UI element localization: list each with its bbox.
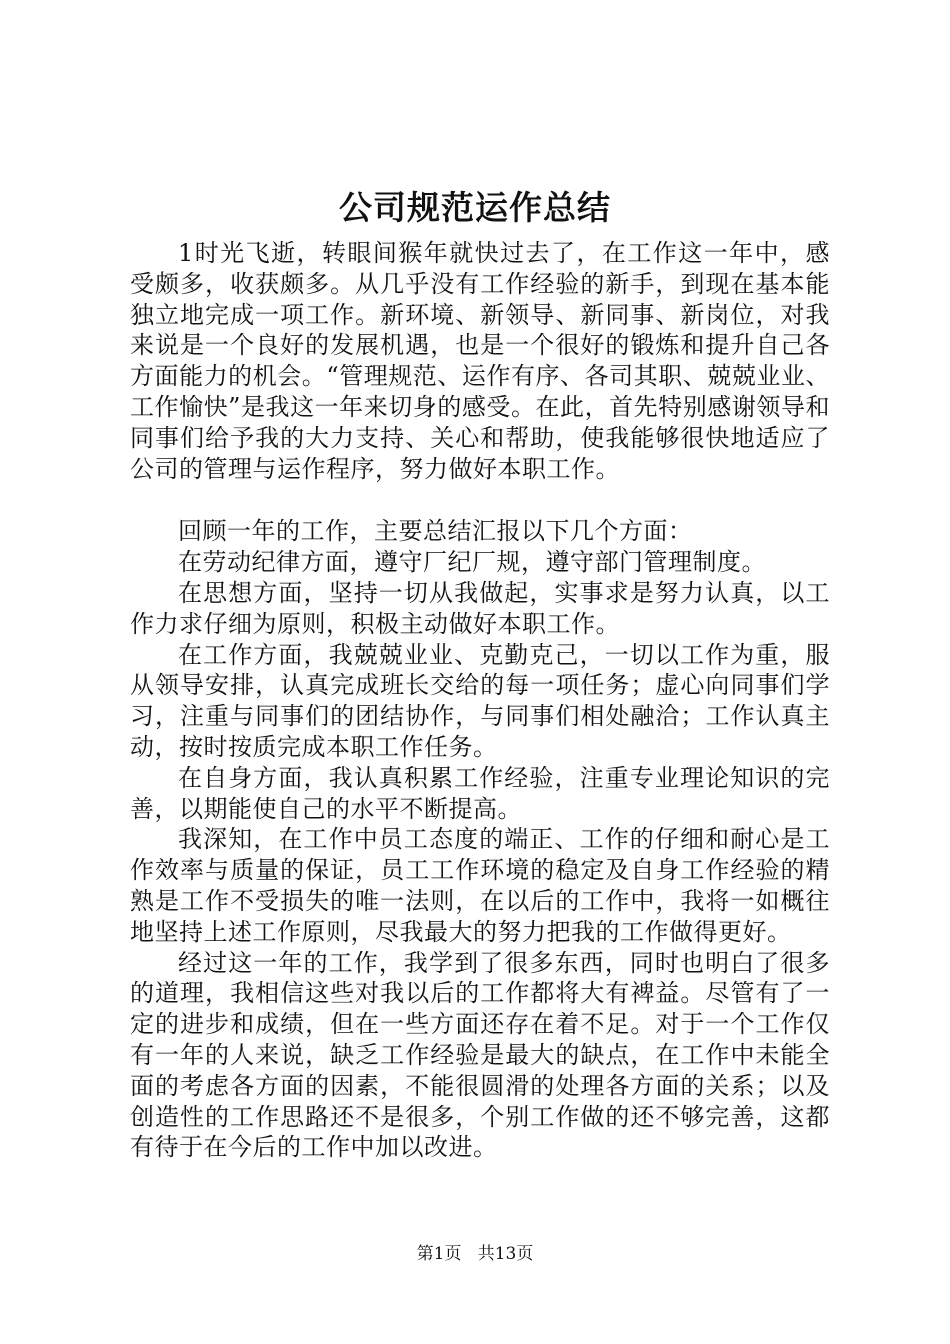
page-title: 公司规范运作总结 [339,188,611,227]
document-body [130,238,830,1163]
paragraph-overview: 回顾一年的工作，主要总结汇报以下几个方面： [178,517,693,546]
paragraph-self: 在自身方面，我认真积累工作经验，注重专业理论知识的完善，以期能使自己的水平不断提高。 [130,763,830,823]
page-total: 共13页 [477,1244,534,1264]
page-footer [0,1243,950,1265]
paragraph-discipline: 在劳动纪律方面，遵守厂纪厂规，遵守部门管理制度。 [178,548,766,577]
paragraph-shortcomings: 经过这一年的工作，我学到了很多东西，同时也明白了很多的道理，我相信这些对我以后的工作都将大有裨益。尽管有了一定的进步和成绩，但在一些方面还存在着不足。对于一个工作仅有一年的人来说，缺乏工作经验是最大的缺点，在工作中未能全面的考虑各方面的因素，不能很圆滑的处理各方面的关系；以及创造性的工作思路还不是很多，个别工作做的还不够完善，这都有待于在今后的工作中加以改进。 [130,948,830,1162]
paragraph-work: 在工作方面，我兢兢业业、克勤克己，一切以工作为重，服从领导安排，认真完成班长交给的每一项任务；虚心向同事们学习，注重与同事们的团结协作，与同事们相处融洽；工作认真主动，按时按质完成本职工作任务。 [130,640,830,761]
page-number: 第1页 [416,1244,462,1264]
paragraph-principles: 我深知，在工作中员工态度的端正、工作的仔细和耐心是工作效率与质量的保证，员工工作环境的稳定及自身工作经验的精熟是工作不受损失的唯一法则，在以后的工作中，我将一如概往地坚持上述工作原则，尽我最大的努力把我的工作做得更好。 [130,825,830,946]
paragraph-thinking: 在思想方面，坚持一切从我做起，实事求是努力认真，以工作力求仔细为原则，积极主动做好本职工作。 [130,578,830,638]
paragraph-intro: 1时光飞逝，转眼间猴年就快过去了，在工作这一年中，感受颇多，收获颇多。从几乎没有工作经验的新手，到现在基本能独立地完成一项工作。新环境、新领导、新同事、新岗位，对我来说是一个良好的发展机遇，也是一个很好的锻炼和提升自己各方面能力的机会。“管理规范、运作有序、各司其职、兢兢业业、工作愉快”是我这一年来切身的感受。在此，首先特别感谢领导和同事们给予我的大力支持、关心和帮助，使我能够很快地适应了公司的管理与运作程序，努力做好本职工作。 [130,239,830,483]
